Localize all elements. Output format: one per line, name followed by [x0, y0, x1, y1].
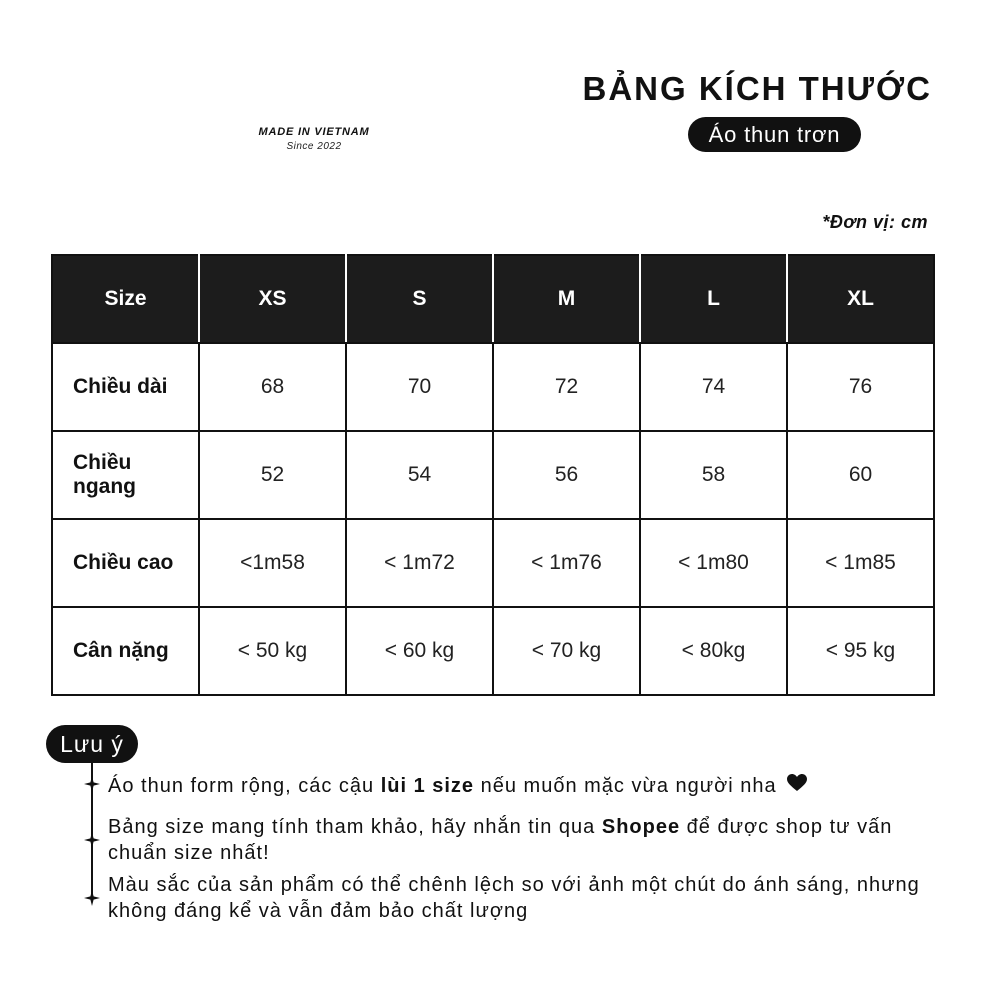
note-text: Bảng size mang tính tham khảo, hãy nhắn tin qua: [108, 816, 602, 838]
table-cell: 54: [346, 431, 493, 519]
header-cell-m: M: [493, 255, 640, 343]
row-label: Chiều dài: [52, 343, 199, 431]
header-cell-l: L: [640, 255, 787, 343]
unit-note: *Đơn vị: cm: [822, 212, 928, 232]
table-cell: 52: [199, 431, 346, 519]
row-label: Chiều cao: [52, 519, 199, 607]
table-cell: 70: [346, 343, 493, 431]
table-cell: < 1m72: [346, 519, 493, 607]
size-table: [51, 254, 935, 696]
table-cell: < 95 kg: [787, 607, 934, 695]
table-cell: < 1m85: [787, 519, 934, 607]
table-cell: < 60 kg: [346, 607, 493, 695]
sparkle-icon: [84, 776, 100, 792]
note-text: để được shop tư vấn chuẩn size nhất!: [108, 816, 893, 864]
table-cell: 58: [640, 431, 787, 519]
product-subtitle: Áo thun trơn: [688, 117, 861, 152]
table-cell: < 70 kg: [493, 607, 640, 695]
header-cell-xl: XL: [787, 255, 934, 343]
note-item-1: [108, 773, 948, 799]
page-title: BẢNG KÍCH THƯỚC: [582, 70, 932, 107]
brand-tagline: [254, 126, 374, 152]
row-label: Chiều ngang: [52, 431, 199, 519]
table-row: [52, 519, 934, 607]
row-label: Cân nặng: [52, 607, 199, 695]
heart-icon: [787, 774, 807, 792]
note-emphasis: Shopee: [601, 816, 681, 838]
made-in-label: MADE IN VIETNAM: [258, 126, 370, 138]
table-header-row: [52, 255, 934, 343]
table-cell: 56: [493, 431, 640, 519]
table-row: [52, 343, 934, 431]
table-row: [52, 607, 934, 695]
note-emphasis: lùi 1 size: [380, 775, 475, 797]
note-item-2: [108, 814, 948, 866]
table-cell: 76: [787, 343, 934, 431]
table-row: [52, 431, 934, 519]
table-cell: 68: [199, 343, 346, 431]
header-cell-size: Size: [52, 255, 199, 343]
table-cell: <1m58: [199, 519, 346, 607]
table-cell: < 1m76: [493, 519, 640, 607]
sparkle-icon: [84, 832, 100, 848]
table-cell: 72: [493, 343, 640, 431]
sparkle-icon: [84, 890, 100, 906]
table-cell: < 1m80: [640, 519, 787, 607]
note-text: Màu sắc của sản phẩm có thể chênh lệch so với ảnh một chút do ánh sáng, nhưng không đáng kể và vẫn đảm bảo chất lượng: [108, 874, 920, 922]
note-item-3: [108, 872, 948, 924]
header-cell-xs: XS: [199, 255, 346, 343]
table-cell: 60: [787, 431, 934, 519]
notes-title: Lưu ý: [46, 725, 138, 763]
table-cell: 74: [640, 343, 787, 431]
table-cell: < 50 kg: [199, 607, 346, 695]
table-cell: < 80kg: [640, 607, 787, 695]
note-text: Áo thun form rộng, các cậu: [108, 775, 381, 797]
note-text: nếu muốn mặc vừa người nha: [474, 775, 784, 797]
since-label: Since 2022: [286, 141, 342, 152]
header-cell-s: S: [346, 255, 493, 343]
